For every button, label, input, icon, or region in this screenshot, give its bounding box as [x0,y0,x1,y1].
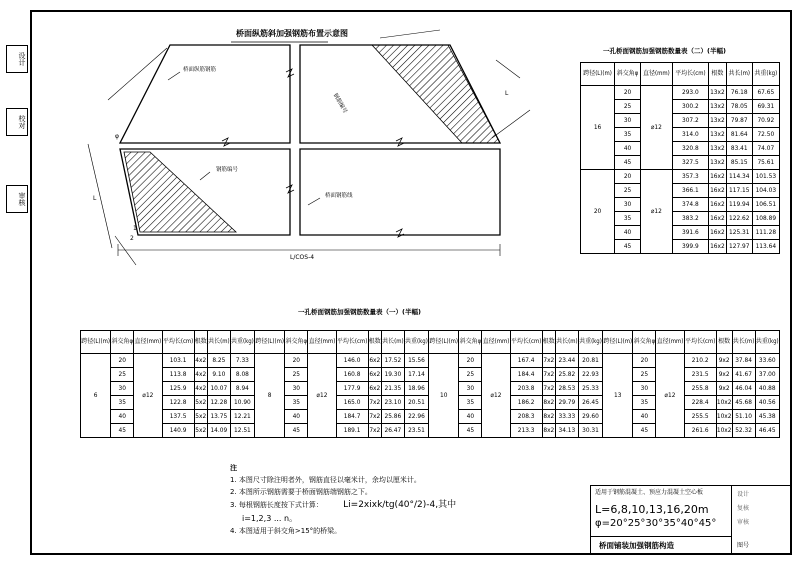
table-header-cell: 直径(mm) [656,331,684,354]
value-cell: 210.2 [684,354,716,368]
value-cell: 106.51 [752,198,779,212]
value-cell: 29.79 [555,396,578,410]
value-cell: 127.97 [726,240,752,254]
label-dim-bottom: L/COS-4 [290,254,315,261]
span-cell: 13 [603,354,633,438]
title-drawing-name: 桥面铺装加强钢筋构造 [599,541,674,550]
angle-cell: 45 [615,240,641,254]
value-cell: 18.96 [404,382,428,396]
value-cell: 255.8 [684,382,716,396]
value-cell: 137.5 [162,410,194,424]
value-cell: 67.65 [752,86,779,100]
value-cell: 83.41 [726,142,752,156]
table-header-cell: 共长(m) [726,63,752,86]
value-cell: 307.2 [672,114,708,128]
value-cell: 10.07 [207,382,230,396]
angle-cell: 45 [111,424,134,438]
label-bar-tag-right: 桥面钢筋线 [325,193,353,199]
diameter-cell: ⌀12 [640,86,672,170]
table-header-cell: 跨径(L)(m) [81,331,111,354]
angle-cell: 35 [111,396,134,410]
table-header-cell: 斜交角φ [459,331,482,354]
value-cell: 125.9 [162,382,194,396]
value-cell: 16x2 [708,170,726,184]
value-cell: 76.18 [726,86,752,100]
value-cell: 81.64 [726,128,752,142]
title-block [590,485,792,555]
diameter-cell: ⌀12 [134,354,162,438]
table-header-cell: 斜交角φ [285,331,308,354]
value-cell: 320.8 [672,142,708,156]
angle-cell: 35 [285,396,308,410]
table-header-cell: 跨径(L)(m) [581,63,615,86]
value-cell: 374.8 [672,198,708,212]
value-cell: 26.45 [578,396,602,410]
value-cell: 203.8 [510,382,542,396]
value-cell: 23.10 [381,396,404,410]
angle-cell: 30 [633,382,656,396]
angle-cell: 40 [459,410,482,424]
value-cell: 8.25 [207,354,230,368]
value-cell: 28.53 [555,382,578,396]
table-header-row [581,63,780,86]
title-spec: 适用于钢筋混凝土、预应力混凝土空心板 [595,489,704,496]
table-header-cell: 根数 [708,63,726,86]
value-cell: 74.07 [752,142,779,156]
value-cell: 51.10 [732,410,755,424]
value-cell: 146.0 [336,354,368,368]
svg-text:1: 1 [133,225,137,232]
value-cell: 5x2 [194,396,207,410]
table-header-cell: 共重(kg) [578,331,602,354]
angle-cell: 35 [633,396,656,410]
value-cell: 9x2 [716,354,732,368]
value-cell: 125.31 [726,226,752,240]
table-header-cell: 共重(kg) [404,331,428,354]
value-cell: 17.52 [381,354,404,368]
angle-cell: 30 [285,382,308,396]
value-cell: 314.0 [672,128,708,142]
angle-cell: 25 [459,368,482,382]
value-cell: 8.94 [230,382,254,396]
table-header-cell: 斜交角φ [615,63,641,86]
value-cell: 20.81 [578,354,602,368]
side-tab-2: 校对 [6,108,28,136]
svg-text:φ: φ [115,133,119,140]
table-header-cell: 直径(mm) [482,331,510,354]
angle-cell: 35 [615,212,641,226]
angle-cell: 40 [111,410,134,424]
value-cell: 300.2 [672,100,708,114]
value-cell: 6x2 [368,382,381,396]
value-cell: 19.30 [381,368,404,382]
angle-cell: 25 [633,368,656,382]
title-divider [591,536,731,537]
table-header-cell: 斜交角φ [111,331,134,354]
value-cell: 6x2 [368,354,381,368]
value-cell: 108.89 [752,212,779,226]
value-cell: 52.32 [732,424,755,438]
svg-text:L: L [93,195,97,202]
value-cell: 391.6 [672,226,708,240]
value-cell: 5x2 [194,410,207,424]
value-cell: 6x2 [368,368,381,382]
table-header-cell: 跨径(L)(m) [603,331,633,354]
value-cell: 8.08 [230,368,254,382]
title-angles: φ=20°25°30°35°40°45° [595,518,717,529]
side-tab-1: 设计 [6,45,28,73]
table-header-cell: 共重(kg) [230,331,254,354]
value-cell: 10x2 [716,410,732,424]
value-cell: 13x2 [708,128,726,142]
svg-text:L: L [505,90,509,97]
title-sheet-label: 图号 [737,542,750,549]
angle-cell: 25 [615,100,641,114]
note-formula: Li=2xixk/tg(40°/2)-4,其中 [343,500,457,510]
value-cell: 13x2 [708,100,726,114]
table-header-cell: 平均长(cm) [162,331,194,354]
note-index: i=1,2,3 ... n。 [242,514,298,523]
table-header-cell: 共重(kg) [755,331,779,354]
label-edge-bar: 桥面纵筋钢筋 [183,67,217,73]
value-cell: 184.7 [336,410,368,424]
title-side-3: 审核 [737,519,750,526]
value-cell: 366.1 [672,184,708,198]
table-two-title: 一孔桥面钢筋加强钢筋数量表（二）(半幅) [603,47,726,55]
value-cell: 189.1 [336,424,368,438]
value-cell: 261.6 [684,424,716,438]
value-cell: 79.87 [726,114,752,128]
value-cell: 12.28 [207,396,230,410]
value-cell: 7x2 [368,424,381,438]
value-cell: 5x2 [194,424,207,438]
value-cell: 114.34 [726,170,752,184]
value-cell: 16x2 [708,198,726,212]
table-header-cell: 根数 [542,331,555,354]
angle-cell: 45 [459,424,482,438]
note-2: 2. 本图所示钢筋需要于桥面钢筋端钢筋之下。 [230,488,372,496]
value-cell: 26.47 [381,424,404,438]
value-cell: 17.14 [404,368,428,382]
table-header-cell: 直径(mm) [134,331,162,354]
value-cell: 72.50 [752,128,779,142]
value-cell: 7x2 [368,396,381,410]
angle-cell: 40 [285,410,308,424]
label-bar-tag-mid: 钢筋编号 [331,92,348,115]
value-cell: 327.5 [672,156,708,170]
span-cell: 10 [429,354,459,438]
table-header-cell: 根数 [368,331,381,354]
angle-cell: 20 [459,354,482,368]
note-3: 3. 每根钢筋长度按下式计算： Li=2xixk/tg(40°/2)-4,其中 [230,500,457,510]
angle-cell: 40 [615,226,641,240]
value-cell: 383.2 [672,212,708,226]
value-cell: 69.31 [752,100,779,114]
value-cell: 12.21 [230,410,254,424]
angle-cell: 30 [111,382,134,396]
title-side-2: 复核 [737,505,750,512]
value-cell: 7x2 [368,410,381,424]
angle-cell: 35 [615,128,641,142]
angle-cell: 40 [615,142,641,156]
angle-cell: 30 [459,382,482,396]
value-cell: 122.8 [162,396,194,410]
value-cell: 8x2 [542,424,555,438]
value-cell: 9.10 [207,368,230,382]
value-cell: 122.62 [726,212,752,226]
diameter-cell: ⌀12 [308,354,336,438]
notes-heading: 注 [230,464,237,472]
value-cell: 165.0 [336,396,368,410]
span-cell: 20 [581,170,615,254]
value-cell: 13.75 [207,410,230,424]
value-cell: 9x2 [716,382,732,396]
value-cell: 119.94 [726,198,752,212]
value-cell: 75.61 [752,156,779,170]
value-cell: 13x2 [708,156,726,170]
value-cell: 70.92 [752,114,779,128]
table-header-cell: 共长(m) [555,331,578,354]
angle-cell: 20 [615,170,641,184]
table-header-cell: 根数 [194,331,207,354]
angle-cell: 30 [615,198,641,212]
value-cell: 45.68 [732,396,755,410]
value-cell: 357.3 [672,170,708,184]
angle-cell: 45 [285,424,308,438]
value-cell: 293.0 [672,86,708,100]
diameter-cell: ⌀12 [656,354,684,438]
span-cell: 8 [255,354,285,438]
title-side-1: 设计 [737,491,750,498]
value-cell: 37.84 [732,354,755,368]
value-cell: 184.4 [510,368,542,382]
value-cell: 177.9 [336,382,368,396]
angle-cell: 25 [285,368,308,382]
angle-cell: 20 [615,86,641,100]
value-cell: 255.5 [684,410,716,424]
value-cell: 37.00 [755,368,779,382]
value-cell: 22.93 [578,368,602,382]
value-cell: 167.4 [510,354,542,368]
side-tab-3: 审核 [6,185,28,213]
diameter-cell: ⌀12 [482,354,510,438]
note-4: 4. 本图适用于斜交角>15°的桥梁。 [230,527,342,535]
value-cell: 25.33 [578,382,602,396]
angle-cell: 45 [615,156,641,170]
value-cell: 20.51 [404,396,428,410]
plan-title: 桥面纵筋斜加强钢筋布置示意图 [236,29,348,38]
value-cell: 25.86 [381,410,404,424]
note-1: 1. 本图尺寸除注明者外，钢筋直径以毫米计，余均以厘米计。 [230,476,421,484]
value-cell: 7x2 [542,368,555,382]
value-cell: 23.51 [404,424,428,438]
table-header-row [81,331,780,354]
value-cell: 16x2 [708,226,726,240]
value-cell: 7x2 [542,382,555,396]
value-cell: 40.56 [755,396,779,410]
table-header-cell: 共长(m) [732,331,755,354]
value-cell: 16x2 [708,212,726,226]
value-cell: 15.56 [404,354,428,368]
value-cell: 46.45 [755,424,779,438]
value-cell: 25.82 [555,368,578,382]
table-one [80,330,780,438]
value-cell: 9x2 [716,368,732,382]
span-cell: 16 [581,86,615,170]
table-header-cell: 平均长(cm) [684,331,716,354]
table-row [81,354,780,368]
svg-text:2: 2 [130,235,134,242]
value-cell: 13x2 [708,114,726,128]
value-cell: 208.3 [510,410,542,424]
diameter-cell: ⌀12 [640,170,672,254]
value-cell: 103.1 [162,354,194,368]
value-cell: 111.28 [752,226,779,240]
table-header-cell: 共重(kg) [752,63,779,86]
value-cell: 13x2 [708,86,726,100]
table-header-cell: 跨径(L)(m) [255,331,285,354]
angle-cell: 20 [111,354,134,368]
angle-cell: 20 [285,354,308,368]
value-cell: 113.8 [162,368,194,382]
value-cell: 29.60 [578,410,602,424]
table-one-title: 一孔桥面钢筋加强钢筋数量表（一）(半幅) [298,308,421,316]
value-cell: 33.60 [755,354,779,368]
value-cell: 101.53 [752,170,779,184]
table-header-cell: 根数 [716,331,732,354]
value-cell: 78.05 [726,100,752,114]
notes [230,465,456,540]
angle-cell: 45 [633,424,656,438]
value-cell: 16x2 [708,240,726,254]
table-header-cell: 平均长(cm) [336,331,368,354]
value-cell: 4x2 [194,382,207,396]
value-cell: 10x2 [716,396,732,410]
table-two [580,62,780,254]
value-cell: 8x2 [542,410,555,424]
table-header-cell: 平均长(cm) [510,331,542,354]
title-spans: L=6,8,10,13,16,20m [595,503,709,516]
value-cell: 41.67 [732,368,755,382]
value-cell: 33.33 [555,410,578,424]
value-cell: 22.96 [404,410,428,424]
value-cell: 160.8 [336,368,368,382]
value-cell: 213.3 [510,424,542,438]
value-cell: 8x2 [542,396,555,410]
value-cell: 34.13 [555,424,578,438]
angle-cell: 40 [633,410,656,424]
angle-cell: 25 [615,184,641,198]
value-cell: 12.51 [230,424,254,438]
label-bar-tag-left: 钢筋编号 [216,167,239,173]
table-row [581,170,780,184]
span-cell: 6 [81,354,111,438]
value-cell: 104.03 [752,184,779,198]
value-cell: 4x2 [194,368,207,382]
value-cell: 186.2 [510,396,542,410]
angle-cell: 35 [459,396,482,410]
value-cell: 30.31 [578,424,602,438]
value-cell: 16x2 [708,184,726,198]
table-header-cell: 平均长(cm) [672,63,708,86]
value-cell: 140.9 [162,424,194,438]
value-cell: 46.04 [732,382,755,396]
value-cell: 21.35 [381,382,404,396]
table-header-cell: 直径(mm) [308,331,336,354]
value-cell: 7x2 [542,354,555,368]
value-cell: 117.15 [726,184,752,198]
value-cell: 228.4 [684,396,716,410]
table-row [581,86,780,100]
value-cell: 13x2 [708,142,726,156]
table-header-cell: 共长(m) [207,331,230,354]
value-cell: 85.15 [726,156,752,170]
value-cell: 399.9 [672,240,708,254]
value-cell: 40.88 [755,382,779,396]
table-header-cell: 共长(m) [381,331,404,354]
angle-cell: 30 [615,114,641,128]
value-cell: 23.44 [555,354,578,368]
table-header-cell: 直径(mm) [640,63,672,86]
value-cell: 10.90 [230,396,254,410]
value-cell: 4x2 [194,354,207,368]
value-cell: 113.64 [752,240,779,254]
value-cell: 45.38 [755,410,779,424]
angle-cell: 20 [633,354,656,368]
value-cell: 231.5 [684,368,716,382]
title-vdivider [731,486,732,554]
table-header-cell: 跨径(L)(m) [429,331,459,354]
table-header-cell: 斜交角φ [633,331,656,354]
angle-cell: 25 [111,368,134,382]
value-cell: 14.09 [207,424,230,438]
value-cell: 10x2 [716,424,732,438]
value-cell: 7.33 [230,354,254,368]
